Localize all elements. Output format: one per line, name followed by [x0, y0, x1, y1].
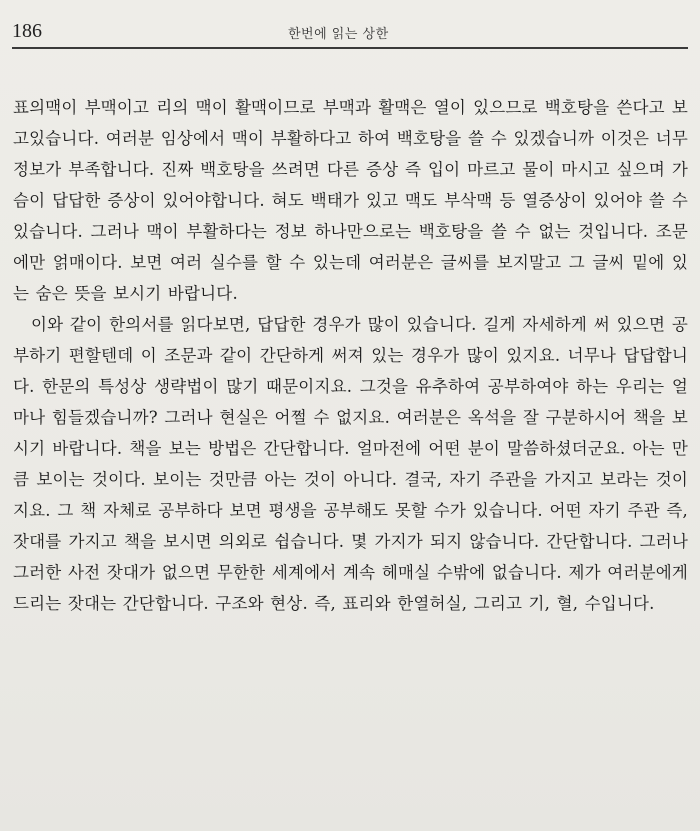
- page-header: [12, 18, 686, 46]
- header-rule: [12, 47, 688, 49]
- paragraph-2: 이와 같이 한의서를 읽다보면, 답답한 경우가 많이 있습니다. 길게 자세하게 써 있으면 공부하기 편할텐데 이 조문과 같이 간단하게 써져 있는 경우가 많이 있지요. 너무나 답답합니다. 한문의 특성상 생략법이 많기 때문이지요. 그것을 유추하여 공부하여야 하는 우리는 얼마나 힘들겠습니까? 그러나 현실은 어쩔 수 없지요. 여러분은 옥석을 잘 구분하시어 책을 보시기 바랍니다. 책을 보는 방법은 간단합니다. 얼마전에 어떤 분이 말씀하셨더군요. 아는 만큼 보이는 것이다. 보이는 것만큼 아는 것이 아니다. 결국, 자기 주관을 가지고 보라는 것이지요. 그 책 자체로 공부하다 보면 평생을 공부해도 못할 수가 있습니다. 어떤 자기 주관 즉, 잣대를 가지고 책을 보시면 의외로 쉽습니다. 몇 가지가 되지 않습니다. 간단합니다. 그러나 그러한 사전 잣대가 없으면 무한한 세계에서 계속 헤매실 수밖에 없습니다. 제가 여러분에게 드리는 잣대는 간단합니다. 구조와 현상. 즉, 표리와 한열허실, 그리고 기, 혈, 수입니다.: [13, 315, 688, 613]
- paragraph-1: 표의맥이 부맥이고 리의 맥이 활맥이므로 부맥과 활맥은 열이 있으므로 백호탕을 쓴다고 보고있습니다. 여러분 임상에서 맥이 부활하다고 하여 백호탕을 쓸 수 있겠습니까 이것은 너무 정보가 부족합니다. 진짜 백호탕을 쓰려면 다른 증상 즉 입이 마르고 물이 마시고 싶으며 가슴이 답답한 증상이 있어야합니다. 혀도 백태가 있고 맥도 부삭맥 등 열증상이 있어야 쓸 수 있습니다. 그러나 맥이 부활하다는 정보 하나만으로는 백호탕을 쓸 수 없는 것입니다. 조문에만 얽매이다. 보면 여러 실수를 할 수 있는데 여러분은 글씨를 보지말고 그 글씨 밑에 있는 숨은 뜻을 보시기 바랍니다.: [13, 98, 688, 303]
- page-number: 186: [12, 20, 42, 42]
- body-text: [13, 92, 688, 619]
- running-title: 한번에 읽는 상한: [288, 27, 389, 42]
